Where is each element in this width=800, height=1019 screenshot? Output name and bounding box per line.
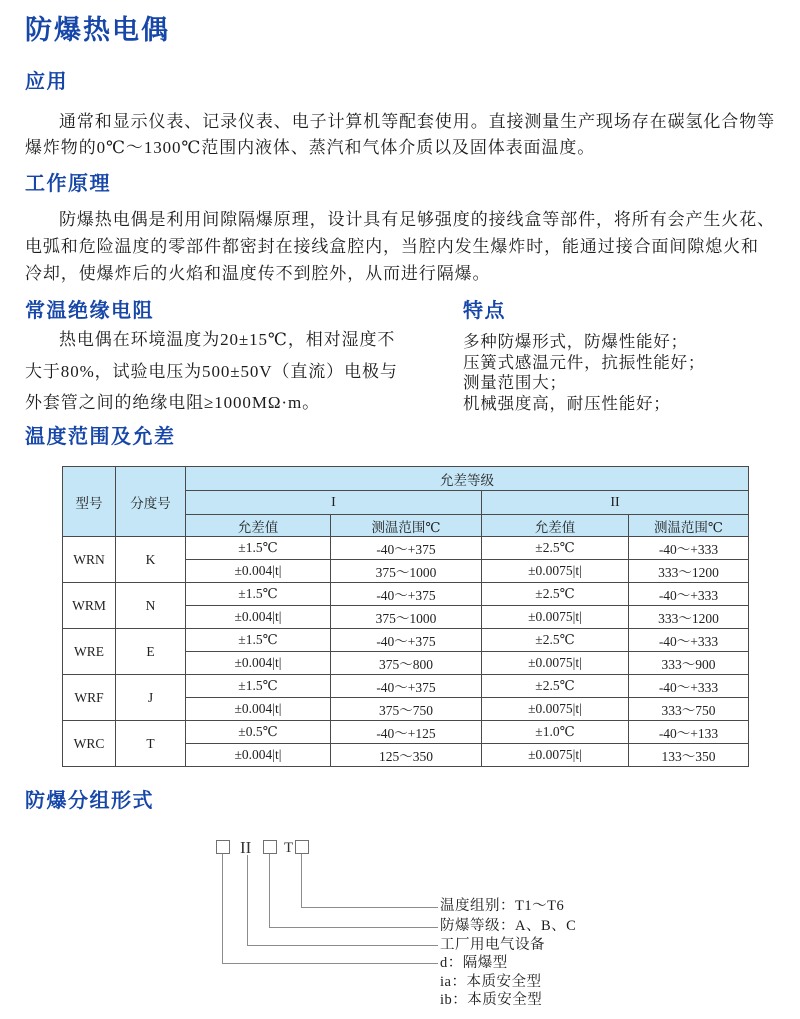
table-cell: 375～800 xyxy=(331,652,482,675)
diagram-label: 防爆等级：A、B、C xyxy=(440,918,577,934)
section-heading-principle: 工作原理 xyxy=(25,173,111,195)
paragraph-line: 爆炸物的0℃～1300℃范围内液体、蒸汽和气体介质以及固体表面温度。 xyxy=(25,138,596,157)
table-cell: ±1.5℃ xyxy=(186,675,331,698)
section-heading-insulation: 常温绝缘电阻 xyxy=(25,300,154,322)
principle-paragraph xyxy=(25,206,775,287)
table-cell: J xyxy=(116,675,186,721)
table-cell: -40～+375 xyxy=(331,675,482,698)
table-cell: ±0.5℃ xyxy=(186,721,331,744)
table-cell: ±0.0075|t| xyxy=(482,606,629,629)
table-cell: ±1.5℃ xyxy=(186,537,331,560)
section-heading-grouping: 防爆分组形式 xyxy=(25,790,154,812)
table-cell: ±1.0℃ xyxy=(482,721,629,744)
table-row xyxy=(63,721,749,744)
table-cell: N xyxy=(116,583,186,629)
table-header-cell: 测温范围℃ xyxy=(629,515,749,537)
table-cell: -40～+333 xyxy=(629,675,749,698)
table-cell: 375～750 xyxy=(331,698,482,721)
diagram-graphics xyxy=(0,814,800,1019)
section-heading-application: 应用 xyxy=(25,71,68,93)
section-heading-range: 温度范围及允差 xyxy=(25,426,176,448)
paragraph-line: 外套管之间的绝缘电阻≥1000MΩ·m。 xyxy=(25,393,320,412)
diagram-label: 温度组别：T1～T6 xyxy=(440,898,565,914)
connector-line xyxy=(302,854,439,908)
paragraph-line: 大于80%，试验电压为500±50V（直流）电极与 xyxy=(25,361,398,381)
table-cell: 333～750 xyxy=(629,698,749,721)
table-header-row xyxy=(63,467,749,491)
table-row xyxy=(63,629,749,652)
table-row xyxy=(63,583,749,606)
code-letter-t: T xyxy=(284,840,294,856)
table-cell: -40～+133 xyxy=(629,721,749,744)
table-cell: ±0.0075|t| xyxy=(482,698,629,721)
connector-line xyxy=(248,855,439,946)
paragraph-line: 防爆热电偶是利用间隙隔爆原理，设计具有足够强度的接线盒等部件，将所有会产生火花、 xyxy=(59,210,775,229)
feature-item: 机械强度高，耐压性能好； xyxy=(463,393,671,413)
table-cell: K xyxy=(116,537,186,583)
table-cell: ±1.5℃ xyxy=(186,583,331,606)
table-row xyxy=(63,537,749,560)
table-cell: 133～350 xyxy=(629,744,749,767)
table-cell: ±0.004|t| xyxy=(186,652,331,675)
code-roman-numeral: II xyxy=(240,838,252,857)
diagram-label: ib：本质安全型 xyxy=(440,992,543,1008)
code-placeholder-box xyxy=(264,841,277,854)
table-header-cell: 分度号 xyxy=(116,467,186,537)
table-cell: 333～1200 xyxy=(629,606,749,629)
table-cell: -40～+375 xyxy=(331,583,482,606)
feature-item: 多种防爆形式，防爆性能好； xyxy=(463,332,688,351)
table-cell: ±2.5℃ xyxy=(482,675,629,698)
table-cell: WRF xyxy=(63,675,116,721)
table-header-cell: 允差值 xyxy=(186,515,331,537)
table-header-cell: 允差等级 xyxy=(186,467,749,491)
section-heading-features: 特点 xyxy=(463,300,506,322)
features-list xyxy=(463,332,705,414)
table-cell: WRM xyxy=(63,583,116,629)
diagram-label: ia：本质安全型 xyxy=(440,974,542,990)
table-cell: 333～1200 xyxy=(629,560,749,583)
table-cell: ±0.004|t| xyxy=(186,698,331,721)
insulation-paragraph xyxy=(25,324,398,419)
table-row xyxy=(63,675,749,698)
feature-item: 压簧式感温元件，抗振性能好； xyxy=(463,352,706,372)
table-cell: 125～350 xyxy=(331,744,482,767)
table-cell: WRN xyxy=(63,537,116,583)
model-code-diagram xyxy=(0,814,800,1019)
table-header-cell: 允差值 xyxy=(482,515,629,537)
table-header-cell: II xyxy=(482,491,749,515)
table-cell: -40～+333 xyxy=(629,583,749,606)
code-placeholder-box xyxy=(217,841,230,854)
table-cell: -40～+375 xyxy=(331,629,482,652)
application-paragraph xyxy=(25,109,775,161)
table-cell: -40～+333 xyxy=(629,629,749,652)
table-cell: ±1.5℃ xyxy=(186,629,331,652)
table-cell: ±0.0075|t| xyxy=(482,744,629,767)
table-header-cell: 型号 xyxy=(63,467,116,537)
table-cell: WRE xyxy=(63,629,116,675)
table-cell: ±0.004|t| xyxy=(186,606,331,629)
diagram-label: d：隔爆型 xyxy=(440,955,508,971)
table-cell: ±0.004|t| xyxy=(186,744,331,767)
tolerance-table xyxy=(62,466,749,767)
connector-line xyxy=(270,854,439,928)
code-placeholder-box xyxy=(296,841,309,854)
page-title: 防爆热电偶 xyxy=(25,15,170,45)
table-cell: ±0.0075|t| xyxy=(482,560,629,583)
table-header-cell: 测温范围℃ xyxy=(331,515,482,537)
table-cell: T xyxy=(116,721,186,767)
diagram-label: 工厂用电气设备 xyxy=(440,937,545,953)
paragraph-line: 热电偶在环境温度为20±15℃，相对湿度不 xyxy=(59,330,396,349)
connector-line xyxy=(223,854,439,964)
paragraph-line: 冷却，使爆炸后的火焰和温度传不到腔外，从而进行隔爆。 xyxy=(25,264,491,283)
paragraph-line: 电弧和危险温度的零部件都密封在接线盒腔内，当腔内发生爆炸时，能通过接合面间隙熄火和 xyxy=(25,237,759,256)
table-cell: ±2.5℃ xyxy=(482,629,629,652)
table-cell: 333～900 xyxy=(629,652,749,675)
table-cell: ±2.5℃ xyxy=(482,583,629,606)
table-cell: -40～+125 xyxy=(331,721,482,744)
table-cell: 375～1000 xyxy=(331,606,482,629)
paragraph-line: 通常和显示仪表、记录仪表、电子计算机等配套使用。直接测量生产现场存在碳氢化合物等 xyxy=(59,112,775,131)
table-header-cell: I xyxy=(186,491,482,515)
table-cell: ±2.5℃ xyxy=(482,537,629,560)
table-cell: E xyxy=(116,629,186,675)
table-cell: -40～+333 xyxy=(629,537,749,560)
table-cell: ±0.0075|t| xyxy=(482,652,629,675)
feature-item: 测量范围大； xyxy=(463,373,567,392)
table-cell: WRC xyxy=(63,721,116,767)
table-cell: 375～1000 xyxy=(331,560,482,583)
table-cell: -40～+375 xyxy=(331,537,482,560)
table-cell: ±0.004|t| xyxy=(186,560,331,583)
